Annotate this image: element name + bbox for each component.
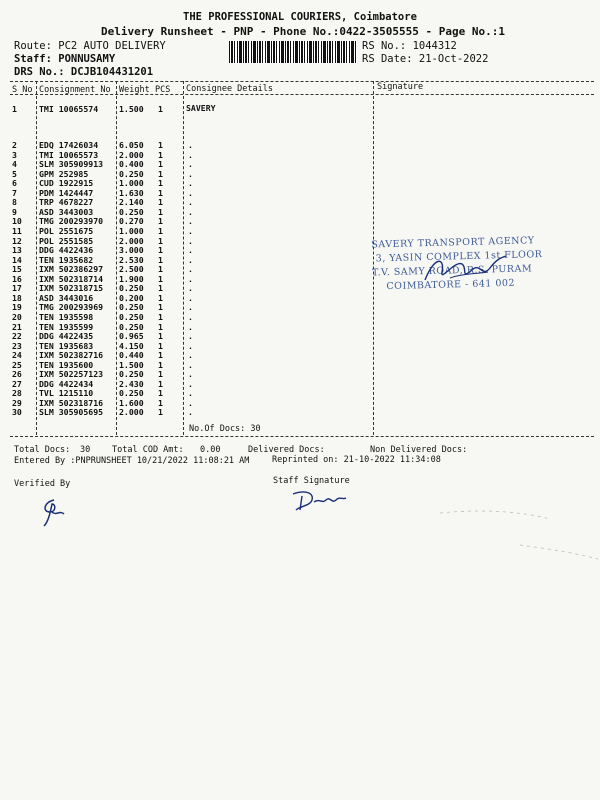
- rs-date: RS Date: 21-Oct-2022: [362, 53, 489, 65]
- row-weight: 2.000: [119, 149, 144, 160]
- row-consignment: TEN 1935683: [39, 340, 94, 351]
- consignee-signature: [420, 250, 510, 290]
- row-pcs: 1: [158, 245, 163, 256]
- staff-signature: [290, 488, 350, 514]
- row1-pcs: 1: [158, 104, 163, 114]
- row-sno: 18: [12, 292, 22, 303]
- row-weight: 2.000: [119, 235, 144, 246]
- row-sno: 15: [12, 264, 22, 275]
- row-consignment: DDG 4422435: [39, 331, 94, 341]
- row-pcs: 1: [158, 159, 163, 170]
- row-sno: 29: [12, 397, 22, 408]
- row-consignment: CUD 1922915: [39, 178, 94, 189]
- row-weight: 2.530: [119, 254, 144, 265]
- row-consignment: GPM 252985: [39, 168, 89, 179]
- row-pcs: 1: [158, 178, 163, 189]
- delivered-docs: Delivered Docs:: [248, 445, 325, 455]
- row-consignee-dot: .: [188, 264, 193, 275]
- row-consignment: IXM 502257123: [39, 369, 104, 380]
- row-weight: 0.250: [119, 321, 144, 332]
- row-consignment: TEN 1935600: [39, 359, 94, 370]
- row-consignee-dot: .: [188, 340, 193, 351]
- row-pcs: 1: [158, 264, 163, 275]
- row1-consignee: SAVERY: [186, 103, 216, 113]
- row-sno: 13: [12, 245, 22, 256]
- row-consignee-dot: .: [188, 206, 193, 217]
- row-pcs: 1: [158, 359, 163, 370]
- row-pcs: 1: [158, 235, 163, 246]
- no-of-docs: No.Of Docs: 30: [189, 424, 261, 434]
- row-weight: 2.140: [119, 197, 144, 208]
- entered-by: Entered By :PNPRUNSHEET 10/21/2022 11:08:21 AM: [14, 456, 250, 466]
- row-consignment: POL 2551675: [39, 225, 94, 236]
- row-consignee-dot: .: [188, 159, 193, 170]
- total-cod-label: Total COD Amt:: [112, 445, 184, 455]
- row-consignee-dot: .: [188, 187, 193, 198]
- row-consignment: TMG 200293970: [39, 216, 104, 227]
- row-pcs: 1: [158, 206, 163, 217]
- row-consignment: TMI 10065573: [39, 149, 99, 160]
- row-consignee-dot: .: [188, 254, 193, 265]
- table-top-rule: [10, 81, 594, 82]
- non-delivered-docs: Non Delivered Docs:: [370, 445, 468, 455]
- row-pcs: 1: [158, 321, 163, 332]
- barcode: [229, 41, 357, 63]
- row-consignee-dot: .: [188, 350, 193, 361]
- row-consignee-dot: .: [188, 407, 193, 418]
- row-sno: 16: [12, 273, 22, 284]
- col-divider: [36, 81, 37, 435]
- row-weight: 2.000: [119, 407, 144, 418]
- row-pcs: 1: [158, 397, 163, 408]
- total-docs-label: Total Docs:: [14, 445, 71, 455]
- row-sno: 12: [12, 235, 22, 246]
- row-weight: 0.440: [119, 350, 144, 361]
- row-sno: 7: [12, 187, 17, 198]
- row-pcs: 1: [158, 197, 163, 208]
- col-header-weight: Weight: [119, 85, 150, 95]
- row-weight: 2.430: [119, 378, 144, 389]
- row-pcs: 1: [158, 283, 163, 294]
- col-header-consignment: Consignment No: [39, 85, 111, 95]
- row-sno: 20: [12, 311, 22, 322]
- row-weight: 1.000: [119, 225, 144, 236]
- row-consignee-dot: .: [188, 197, 193, 208]
- row-weight: 1.900: [119, 273, 144, 284]
- row-pcs: 1: [158, 225, 163, 236]
- row-sno: 28: [12, 388, 22, 399]
- col-divider: [183, 81, 184, 435]
- faint-marks: [430, 505, 600, 565]
- row-sno: 6: [12, 178, 17, 189]
- row-pcs: 1: [158, 149, 163, 160]
- row-consignment: DDG 4422434: [39, 378, 94, 389]
- route-label: Route: PC2 AUTO DELIVERY: [14, 40, 166, 52]
- row-weight: 0.250: [119, 311, 144, 322]
- runsheet-title: Delivery Runsheet - PNP - Phone No.:0422-3505555 - Page No.:1: [101, 25, 505, 38]
- col-header-signature: Signature: [377, 82, 424, 92]
- row-sno: 11: [12, 225, 22, 236]
- rs-number: RS No.: 1044312: [362, 40, 457, 52]
- row-sno: 14: [12, 254, 22, 265]
- row-pcs: 1: [158, 292, 163, 303]
- row-pcs: 1: [158, 273, 163, 284]
- row-sno: 26: [12, 369, 22, 380]
- row-consignment: IXM 502318714: [39, 273, 104, 284]
- row-weight: 0.200: [119, 292, 144, 303]
- row-sno: 3: [12, 149, 17, 160]
- row-weight: 0.270: [119, 216, 144, 227]
- row-consignment: SLM 305905695: [39, 407, 104, 418]
- row-weight: 3.000: [119, 245, 144, 256]
- row-consignment: ASD 3443016: [39, 292, 94, 303]
- row-sno: 24: [12, 350, 22, 361]
- stamp-line-4: COIMBATORE - 641 002: [386, 277, 516, 293]
- row-consignee-dot: .: [188, 273, 193, 284]
- row-consignment: SLM 305909913: [39, 159, 104, 170]
- row-weight: 2.500: [119, 264, 144, 275]
- row-consignee-dot: .: [188, 283, 193, 294]
- row-weight: 0.250: [119, 388, 144, 399]
- row-consignment: EDQ 17426034: [39, 140, 99, 150]
- row-sno: 19: [12, 302, 22, 313]
- row-sno: 22: [12, 331, 22, 341]
- row-consignment: DDG 4422436: [39, 245, 94, 256]
- verifier-signature: [38, 496, 68, 530]
- row-pcs: 1: [158, 388, 163, 399]
- row-weight: 0.400: [119, 159, 144, 170]
- reprinted-on: Reprinted on: 21-10-2022 11:34:08: [272, 455, 441, 465]
- row-pcs: 1: [158, 350, 163, 361]
- stamp-line-3: T.V. SAMY ROAD, R.S. PURAM: [371, 263, 533, 279]
- total-cod-value: 0.00: [200, 445, 221, 455]
- row-consignment: TVL 1215110: [39, 388, 94, 399]
- row-consignee-dot: .: [188, 311, 193, 322]
- col-divider: [116, 81, 117, 435]
- row-consignee-dot: .: [188, 302, 193, 313]
- row-consignee-dot: .: [188, 225, 193, 236]
- row-sno: 27: [12, 378, 22, 389]
- row-sno: 9: [12, 206, 17, 217]
- row-consignment: IXM 502382716: [39, 350, 104, 361]
- row-consignee-dot: .: [188, 292, 193, 303]
- row1-sno: 1: [12, 104, 17, 114]
- row-consignee-dot: .: [188, 168, 193, 179]
- row-consignment: IXM 502318716: [39, 397, 104, 408]
- row-consignee-dot: .: [188, 149, 193, 160]
- row-consignee-dot: .: [188, 359, 193, 370]
- row-consignment: PDM 1424447: [39, 187, 94, 198]
- row-pcs: 1: [158, 369, 163, 380]
- row-consignee-dot: .: [188, 245, 193, 256]
- row-sno: 2: [12, 140, 17, 150]
- row-consignment: IXM 502386297: [39, 264, 104, 275]
- row-weight: 1.600: [119, 397, 144, 408]
- staff-signature-label: Staff Signature: [273, 476, 350, 486]
- row-sno: 30: [12, 407, 22, 418]
- row-consignment: ASD 3443003: [39, 206, 94, 217]
- row1-weight: 1.500: [119, 104, 144, 114]
- row-consignment: TEN 1935598: [39, 311, 94, 322]
- row-weight: 1.000: [119, 178, 144, 189]
- row-pcs: 1: [158, 140, 163, 150]
- col-header-consignee: Consignee Details: [186, 84, 273, 94]
- row-weight: 0.250: [119, 369, 144, 380]
- row-weight: 0.250: [119, 283, 144, 294]
- row-consignee-dot: .: [188, 331, 193, 341]
- row-pcs: 1: [158, 378, 163, 389]
- row-consignee-dot: .: [188, 369, 193, 380]
- row-pcs: 1: [158, 216, 163, 227]
- row-consignee-dot: .: [188, 321, 193, 332]
- row-weight: 1.500: [119, 359, 144, 370]
- row-sno: 4: [12, 159, 17, 170]
- row-sno: 10: [12, 216, 22, 227]
- row-consignee-dot: .: [188, 178, 193, 189]
- row-weight: 0.250: [119, 168, 144, 179]
- drs-number: DRS No.: DCJB104431201: [14, 66, 154, 78]
- staff-label: Staff: PONNUSAMY: [14, 53, 116, 65]
- row-sno: 23: [12, 340, 22, 351]
- row-sno: 5: [12, 168, 17, 179]
- row-consignee-dot: .: [188, 140, 193, 150]
- row-pcs: 1: [158, 302, 163, 313]
- row-weight: 0.250: [119, 206, 144, 217]
- stamp-line-1: SAVERY TRANSPORT AGENCY: [371, 235, 535, 251]
- row-weight: 1.630: [119, 187, 144, 198]
- row-weight: 4.150: [119, 340, 144, 351]
- row-sno: 21: [12, 321, 22, 332]
- row-weight: 0.965: [119, 331, 144, 341]
- row-pcs: 1: [158, 187, 163, 198]
- total-docs-value: 30: [80, 445, 91, 455]
- verified-by-label: Verified By: [14, 479, 71, 489]
- row-weight: 0.250: [119, 302, 144, 313]
- row-sno: 25: [12, 359, 22, 370]
- row-consignment: IXM 502318715: [39, 283, 104, 294]
- row-pcs: 1: [158, 407, 163, 418]
- row-consignee-dot: .: [188, 216, 193, 227]
- row-consignee-dot: .: [188, 397, 193, 408]
- row-sno: 17: [12, 283, 22, 294]
- company-title: THE PROFESSIONAL COURIERS, Coimbatore: [183, 11, 417, 23]
- row1-consignment: TMI 10065574: [39, 104, 99, 114]
- row-sno: 8: [12, 197, 17, 208]
- row-consignment: POL 2551585: [39, 235, 94, 246]
- row-consignee-dot: .: [188, 235, 193, 246]
- col-header-pcs: PCS: [155, 85, 171, 95]
- row-pcs: 1: [158, 168, 163, 179]
- row-pcs: 1: [158, 254, 163, 265]
- col-header-sno: S No: [12, 85, 33, 95]
- row-consignment: TMG 200293969: [39, 302, 104, 313]
- row-pcs: 1: [158, 311, 163, 322]
- row-consignment: TEN 1935682: [39, 254, 94, 265]
- row-pcs: 1: [158, 331, 163, 341]
- table-bottom-rule: [10, 436, 594, 437]
- row-consignee-dot: .: [188, 378, 193, 389]
- row-weight: 6.050: [119, 140, 144, 150]
- row-pcs: 1: [158, 340, 163, 351]
- row-consignment: TRP 4678227: [39, 197, 94, 208]
- stamp-line-2: 3, YASIN COMPLEX 1st FLOOR: [375, 249, 543, 265]
- row-consignee-dot: .: [188, 388, 193, 399]
- row-consignment: TEN 1935599: [39, 321, 94, 332]
